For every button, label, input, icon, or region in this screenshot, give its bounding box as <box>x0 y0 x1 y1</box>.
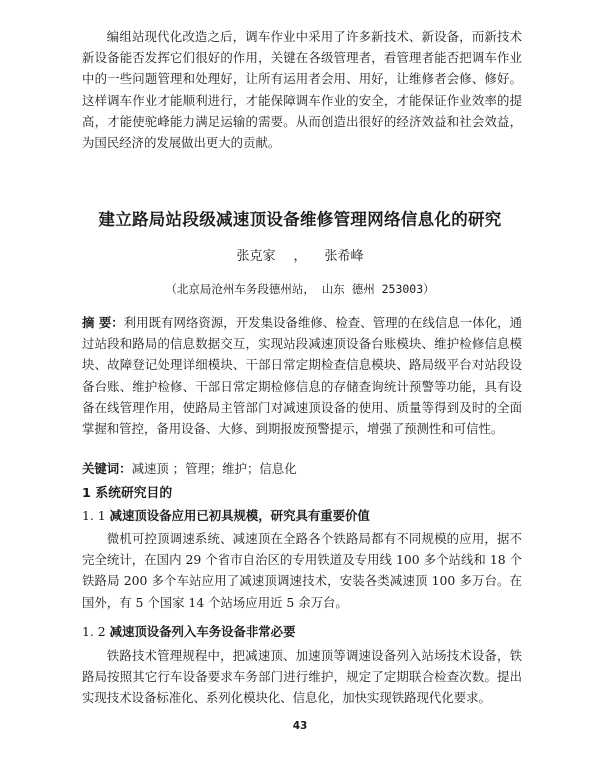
abstract-label: 摘 要： <box>82 315 124 330</box>
article-title: 建立路局站段级减速顶设备维修管理网络信息化的研究 <box>98 210 502 229</box>
author-name: 张希峰 <box>324 249 364 264</box>
subsection-heading-1-1 <box>82 506 370 524</box>
abstract <box>82 312 522 439</box>
keywords <box>82 458 522 479</box>
abstract-text: 利用既有网络资源，开发集设备维修、检查、管理的在线信息一体化，通过站段和路局的信息数据交互，实现站段减速顶设备台账模块、维护检修信息模块、故障登记处理详细模块、干部日常定期检查信息模块、路局级平台对站段设备台账、维护检修、干部日常定期检修信息的存储查询统计预警等功能，具有设备在线管理作用，使路局主管部门对减速顶设备的使用、质量等得到及时的全面掌握和管控，备用设备、大修、到期报废预警提示，增强了预测性和可信性。 <box>82 315 522 437</box>
author-affiliation: （北京局沧州车务段德州站， 山东 德州 253003） <box>165 282 435 296</box>
keywords-text: 减速顶 ；管理；维护；信息化 <box>131 461 297 476</box>
intro-paragraph: 编组站现代化改造之后，调车作业中采用了许多新技术、新设备，而新技术新设备能否发挥它们很好的作用，关键在各级管理者，看管理者能否把调车作业中的一些问题管理和处理好，让所有运用者会用、用好，让维修者会修、修好。这样调车作业才能顺利进行，才能保障调车作业的安全，才能保证作业效率的提高，才能使驼峰能力满足运输的需要。从而创造出很好的经济效益和社会效益，为国民经济的发展做出更大的贡献。 <box>82 29 522 151</box>
subsection-title: 减速顶设备列入车务设备非常必要 <box>109 624 296 639</box>
subsection-number: 1. 1 <box>82 508 106 523</box>
author-separator: ， <box>293 249 307 264</box>
subsection-1-2-text: 铁路技术管理规程中，把减速顶、加速顶等调速设备列入站场技术设备，铁路局按照其它行车设备要求车务部门进行维护，规定了定期联合检查次数。提出实现技术设备标准化、系列化模块化、信息化，加快实现铁路现代化要求。 <box>82 648 522 706</box>
subsection-1-1-text: 微机可控顶调速系统、减速顶在全路各个铁路局都有不同规模的应用，据不完全统计，在国内 29 个省市自治区的专用铁道及专用线 100 多个站线和 18 个铁路局 200 多个车站应用了减速顶调速技术，安装各类减速顶 100 多万台。在国外，有 5 个国家 14 个站场应用近 5 余万台。 <box>82 531 522 610</box>
author-name: 张克家 <box>236 249 276 264</box>
section-heading: 1 系统研究目的 <box>82 486 173 501</box>
author-line <box>0 245 600 264</box>
page-number: 43 <box>292 720 308 732</box>
subsection-heading-1-2 <box>82 622 295 640</box>
subsection-number: 1. 2 <box>82 624 106 639</box>
keywords-label: 关键词： <box>82 461 132 476</box>
subsection-title: 减速顶设备应用已初具规模，研究具有重要价值 <box>109 508 370 523</box>
